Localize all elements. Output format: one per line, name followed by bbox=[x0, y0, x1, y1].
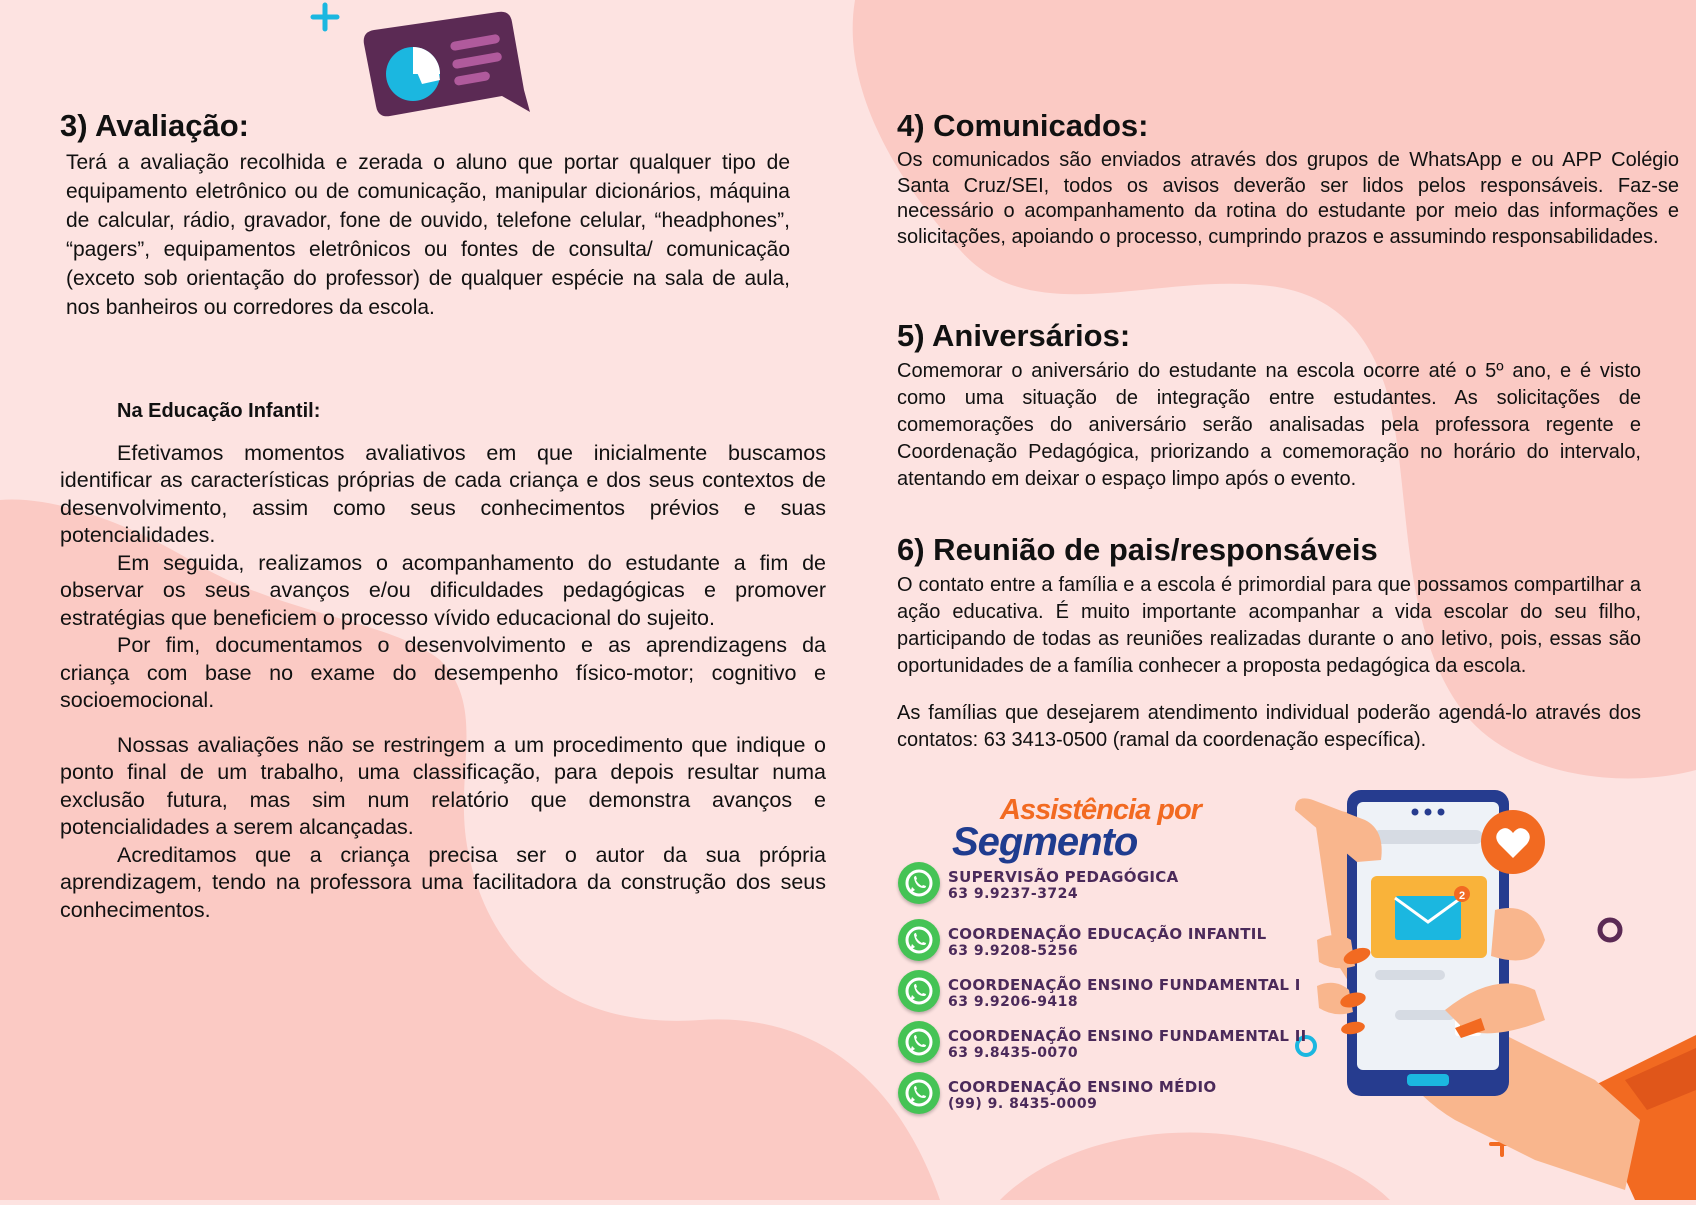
contact-item[interactable] bbox=[898, 970, 1301, 1012]
smartphone-illustration bbox=[1295, 790, 1696, 1205]
contact-phone[interactable]: 63 9.9206-9418 bbox=[948, 994, 1079, 1010]
section-title-comunicados: 4) Comunicados: bbox=[897, 108, 1149, 143]
section-body-aniversarios: Comemorar o aniversário do estudante na escola ocorre até o 5º ano, e é visto como uma situação de integração entre estudantes. As solicitações de comemorações do aniversário serão analisadas pela professora regente e Coordenação Pedagógica, priorizando a comemoração no horário do intervalo, atentando em deixar o espaço limpo após o evento. bbox=[897, 360, 1641, 490]
section-body-atendimento: As famílias que desejarem atendimento individual poderão agendá-lo através dos contatos: 63 3413-0500 (ramal da coordenação específica). bbox=[897, 702, 1641, 751]
section-body-reuniao: O contato entre a família e a escola é primordial para que possamos compartilhar a ação educativa. É muito importante acompanhar a vida escolar do seu filho, participando de todas as reuniões realizadas durante o ano letivo, pois, essas são oportunidades de a família conhecer a proposta pedagógica da escola. bbox=[897, 574, 1641, 677]
subsection-title-infantil: Na Educação Infantil: bbox=[117, 400, 321, 422]
contact-phone[interactable]: 63 9.9237-3724 bbox=[948, 886, 1079, 902]
whatsapp-icon bbox=[898, 862, 940, 904]
whatsapp-icon bbox=[898, 970, 940, 1012]
assistance-heading-line2: Segmento bbox=[952, 820, 1138, 864]
section-educacao-infantil bbox=[60, 398, 826, 924]
paragraph: Nossas avaliações não se restringem a um procedimento que indique o ponto final de um trabalho, uma classificação, para depois resultar numa exclusão futura, mas sim num relatório que demonstra avanços e potencialidades a serem alcançadas. bbox=[60, 732, 826, 839]
heart-icon bbox=[1481, 810, 1545, 874]
notification-badge: 2 bbox=[1458, 890, 1466, 902]
envelope-icon bbox=[1395, 896, 1461, 940]
section-body-comunicados: Os comunicados são enviados através dos grupos de WhatsApp e ou APP Colégio Santa Cruz/SEI, todos os avisos deverão ser lidos pelos responsáveis. Faz-se necessário o acompanhamento da rotina do estudante por meio das informações e solicitações, apoiando o processo, cumprindo prazos e assumindo responsabilidades. bbox=[897, 149, 1679, 248]
contact-item[interactable] bbox=[898, 862, 1298, 904]
section-title-aniversarios: 5) Aniversários: bbox=[897, 318, 1131, 353]
paragraph: Efetivamos momentos avaliativos em que inicialmente buscamos identificar as características próprias de cada criança e dos seus contextos de desenvolvimento, assim como seus conhecimentos prévios e suas potencialidades. bbox=[60, 440, 826, 547]
contact-item[interactable] bbox=[898, 1072, 1298, 1114]
contact-item[interactable] bbox=[898, 919, 1298, 961]
assistance-heading-line1: Assistência por bbox=[1000, 794, 1201, 826]
section-reuniao bbox=[897, 532, 1641, 754]
section-comunicados bbox=[897, 108, 1679, 250]
section-avaliacao bbox=[60, 108, 790, 322]
section-aniversarios bbox=[897, 318, 1641, 493]
section-title-reuniao: 6) Reunião de pais/responsáveis bbox=[897, 532, 1378, 567]
pie-chart-icon bbox=[386, 47, 440, 101]
contact-phone[interactable]: 63 9.8435-0070 bbox=[948, 1045, 1079, 1061]
paragraph: Acreditamos que a criança precisa ser o autor da sua própria aprendizagem, tendo na professora uma facilitadora da construção dos seus conhecimentos. bbox=[60, 842, 826, 922]
whatsapp-icon bbox=[898, 1072, 940, 1114]
contact-name: SUPERVISÃO PEDAGÓGICA bbox=[948, 868, 1179, 886]
paragraph: Por fim, documentamos o desenvolvimento e as aprendizagens da criança com base no exame do desempenho físico-motor; cognitivo e socioemocional. bbox=[60, 633, 826, 712]
contact-name: COORDENAÇÃO ENSINO FUNDAMENTAL II bbox=[948, 1027, 1307, 1045]
section-body-avaliacao: Terá a avaliação recolhida e zerada o aluno que portar qualquer tipo de equipamento eletrônico ou de comunicação, manipular dicionários, máquina de calcular, rádio, gravador, fone de ouvido, telefone celular, “headphones”, “pagers”, equipamentos eletrônicos ou fontes de consulta/ comunicação (exceto sob orientação do professor) de qualquer espécie na sala de aula, nos banheiros ou corredores da escola. bbox=[66, 151, 790, 319]
contact-list bbox=[898, 862, 1307, 1114]
assistance-heading bbox=[952, 794, 1212, 864]
contact-name: COORDENAÇÃO ENSINO FUNDAMENTAL I bbox=[948, 976, 1301, 994]
whatsapp-icon bbox=[898, 919, 940, 961]
contact-phone[interactable]: (99) 9. 8435-0009 bbox=[948, 1096, 1098, 1112]
whatsapp-icon bbox=[898, 1021, 940, 1063]
section-title-avaliacao: 3) Avaliação: bbox=[60, 108, 249, 143]
contact-item[interactable] bbox=[898, 1021, 1307, 1063]
contact-name: COORDENAÇÃO ENSINO MÉDIO bbox=[948, 1078, 1217, 1096]
plus-icon bbox=[310, 2, 340, 37]
paragraph: Em seguida, realizamos o acompanhamento do estudante a fim de observar os seus avanços e/ou dificuldades pedagógicas e promover estratégias que beneficiem o processo vívido educacional do sujeito. bbox=[60, 550, 826, 630]
contact-phone[interactable]: 63 9.9208-5256 bbox=[948, 943, 1079, 959]
contact-name: COORDENAÇÃO EDUCAÇÃO INFANTIL bbox=[948, 925, 1267, 943]
